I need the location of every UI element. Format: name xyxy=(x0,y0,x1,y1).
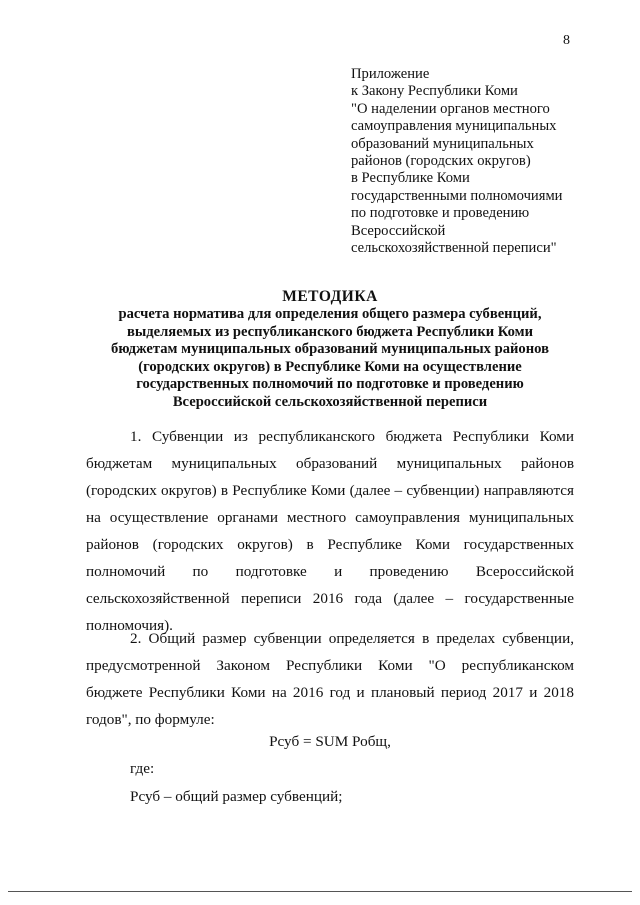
subtitle-line: государственных полномочий по подготовке и проведению xyxy=(136,376,524,393)
subtitle-line: расчета норматива для определения общего размера субвенций, xyxy=(118,306,542,322)
formula: Рсуб = SUM Робщ, xyxy=(269,733,391,750)
document-subtitle xyxy=(0,306,640,412)
paragraph-line: бюджетам муниципальных образований муниципальных районов xyxy=(86,455,574,472)
paragraph-line: на осуществление органами местного самоуправления муниципальных xyxy=(86,509,574,526)
appendix-line: сельскохозяйственной переписи" xyxy=(351,240,557,257)
appendix-line: в Республике Коми xyxy=(351,170,470,187)
paragraph-line: (городских округов) в Республике Коми (далее – субвенции) направляются xyxy=(86,482,574,499)
paragraph-line: бюджете Республики Коми на 2016 год и плановый период 2017 и 2018 xyxy=(86,684,574,701)
appendix-header xyxy=(351,66,621,257)
paragraph-line: 1. Субвенции из республиканского бюджета Республики Коми xyxy=(130,428,574,445)
appendix-line: "О наделении органов местного xyxy=(351,100,550,117)
subtitle-line: выделяемых из республиканского бюджета Республики Коми xyxy=(126,323,534,340)
appendix-line: Приложение xyxy=(351,66,430,82)
document-title: МЕТОДИКА xyxy=(282,288,378,305)
subtitle-line: бюджетам муниципальных образований муниципальных районов xyxy=(111,341,549,358)
appendix-line: самоуправления муниципальных xyxy=(351,118,557,135)
paragraph-line: полномочий по подготовке и проведению Всероссийской xyxy=(86,563,574,580)
where-label: где: xyxy=(130,760,155,777)
appendix-line: по подготовке и проведению xyxy=(351,205,530,222)
paragraph-line: годов", по формуле: xyxy=(86,711,215,728)
appendix-line: государственными полномочиями xyxy=(351,187,563,204)
paragraph-line: 2. Общий размер субвенции определяется в пределах субвенции, xyxy=(130,630,574,647)
page-number: 8 xyxy=(563,33,570,48)
paragraph-line: сельскохозяйственной переписи 2016 года (далее – государственные xyxy=(86,590,574,607)
paragraph-1 xyxy=(86,423,574,639)
subtitle-line: (городских округов) в Республике Коми на осуществление xyxy=(138,358,522,375)
definition-line: Рсуб – общий размер субвенций; xyxy=(130,788,343,805)
paragraph-2 xyxy=(86,625,574,733)
appendix-line: районов (городских округов) xyxy=(351,153,531,170)
paragraph-line: полномочия). xyxy=(86,617,173,634)
subtitle-line: Всероссийской сельскохозяйственной переписи xyxy=(172,393,488,410)
paragraph-line: районов (городских округов) в Республике Коми государственных xyxy=(86,536,574,553)
page-bottom-rule xyxy=(8,891,632,892)
appendix-line: к Закону Республики Коми xyxy=(351,83,518,100)
appendix-line: Всероссийской xyxy=(351,222,446,239)
paragraph-line: предусмотренной Законом Республики Коми "О республиканском xyxy=(86,657,574,674)
appendix-line: образований муниципальных xyxy=(351,135,534,152)
